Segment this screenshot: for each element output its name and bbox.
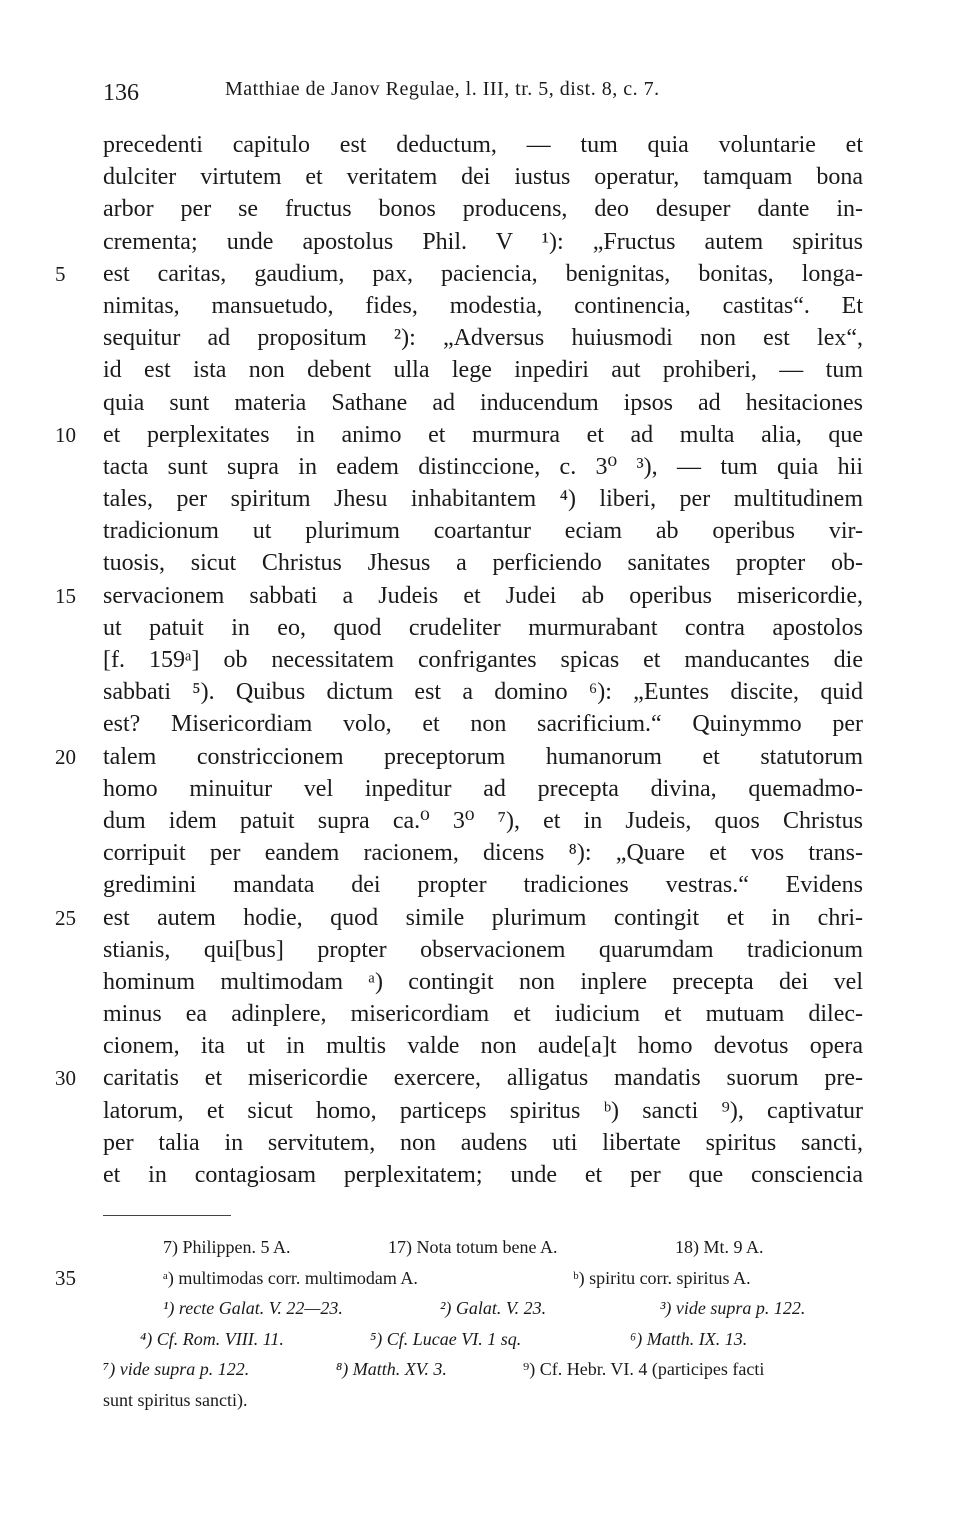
- text-line-content: id est ista non debent ulla lege inpediri aut prohiberi, — tum: [103, 357, 863, 384]
- footnote: ⁸) Matth. XV. 3.: [336, 1359, 447, 1379]
- text-line-content: latorum, et sicut homo, particeps spiritus ᵇ) sancti ⁹), captivatur: [103, 1097, 863, 1124]
- text-line: [103, 515, 863, 547]
- footnote-line: [103, 1324, 863, 1355]
- text-line: [55, 258, 863, 290]
- text-line-content: sabbati ⁵). Quibus dictum est a domino ⁶): „Euntes discite, quid: [103, 679, 863, 706]
- footnote-line: [103, 1354, 863, 1385]
- text-line: [103, 773, 863, 805]
- text-line: [55, 580, 863, 612]
- text-line-content: talem constriccionem preceptorum humanorum et statutorum: [103, 743, 863, 770]
- text-line: [103, 1159, 863, 1191]
- text-line: [103, 483, 863, 515]
- footnote: ¹) recte Galat. V. 22—23.: [163, 1298, 343, 1318]
- text-line-content: quia sunt materia Sathane ad inducendum ipsos ad hesitaciones: [103, 389, 863, 416]
- text-line-content: nimitas, mansuetudo, fides, modestia, continencia, castitas“. Et: [103, 292, 863, 319]
- footnote-line: [55, 1263, 863, 1294]
- footnote: ⁴) Cf. Rom. VIII. 11.: [140, 1328, 284, 1349]
- footnote: 17) Nota totum bene A.: [388, 1237, 558, 1257]
- footnote-separator: [103, 1215, 231, 1216]
- text-line-content: per talia in servitutem, non audens uti libertate spiritus sancti,: [103, 1129, 863, 1156]
- text-line-content: crementa; unde apostolus Phil. V ¹): „Fructus autem spiritus: [103, 228, 863, 255]
- text-line-content: tales, per spiritum Jhesu inhabitantem ⁴) liberi, per multitudinem: [103, 486, 863, 513]
- main-text: [55, 129, 863, 1191]
- text-line: [103, 290, 863, 322]
- text-line: [103, 387, 863, 419]
- text-line-content: caritatis et misericordie exercere, alligatus mandatis suorum pre-: [103, 1065, 863, 1092]
- text-line-content: est? Misericordiam volo, et non sacrificium.“ Quinymmo per: [103, 711, 863, 738]
- text-line-content: dum idem patuit supra ca.⁰ 3⁰ ⁷), et in Judeis, quos Christus: [103, 807, 863, 834]
- text-line: [103, 193, 863, 225]
- footnote: sunt spiritus sancti).: [103, 1389, 248, 1410]
- text-line-content: est caritas, gaudium, pax, paciencia, benignitas, bonitas, longa-: [103, 260, 863, 287]
- footnote: ²) Galat. V. 23.: [440, 1298, 547, 1318]
- text-line: [103, 708, 863, 740]
- text-line: [103, 1127, 863, 1159]
- text-line: [103, 966, 863, 998]
- page-header: [103, 72, 863, 112]
- text-line: [55, 902, 863, 934]
- text-line-content: cionem, ita ut in multis valde non aude[a]t homo devotus opera: [103, 1033, 863, 1060]
- text-line: [103, 837, 863, 869]
- text-line: [103, 612, 863, 644]
- text-line-content: hominum multimodam ᵃ) contingit non inplere precepta dei vel: [103, 968, 863, 995]
- text-line: [103, 1095, 863, 1127]
- text-line: [55, 1062, 863, 1094]
- footnote: ⁵) Cf. Lucae VI. 1 sq.: [370, 1328, 522, 1349]
- text-line-content: est autem hodie, quod simile plurimum contingit et in chri-: [103, 904, 863, 931]
- text-line: [103, 547, 863, 579]
- line-number: 20: [55, 744, 76, 769]
- line-number: 35: [55, 1265, 76, 1290]
- text-line-content: servacionem sabbati a Judeis et Judei ab operibus misericordie,: [103, 582, 863, 609]
- running-head: Matthiae de Janov Regulae, l. III, tr. 5, dist. 8, c. 7.: [225, 78, 660, 100]
- text-line-content: tradicionum ut plurimum coartantur eciam ab operibus vir-: [103, 518, 863, 545]
- text-line-content: [f. 159ᵃ] ob necessitatem confrigantes spicas et manducantes die: [103, 647, 863, 673]
- text-line-content: gredimini mandata dei propter tradiciones vestras.“ Evidens: [103, 872, 863, 899]
- line-number: 30: [55, 1066, 76, 1091]
- text-line-content: stianis, qui[bus] propter observacionem quarumdam tradicionum: [103, 936, 863, 963]
- footnote-line: [103, 1385, 863, 1416]
- text-line: [103, 161, 863, 193]
- text-line-content: arbor per se fructus bonos producens, deo desuper dante in-: [103, 196, 863, 223]
- text-line: [103, 354, 863, 386]
- text-line-content: tuosis, sicut Christus Jhesus a perficiendo sanitates propter ob-: [103, 550, 863, 577]
- text-line: [103, 676, 863, 708]
- footnote: ⁶) Matth. IX. 13.: [630, 1328, 748, 1349]
- text-line: [55, 419, 863, 451]
- footnote: ᵇ) spiritu corr. spiritus A.: [573, 1267, 751, 1288]
- text-line-content: dulciter virtutem et veritatem dei iustus operatur, tamquam bona: [103, 164, 863, 191]
- text-line-content: corripuit per eandem racionem, dicens ⁸): „Quare et vos trans-: [103, 840, 863, 867]
- text-line: [103, 129, 863, 161]
- text-line: [103, 805, 863, 837]
- footnote: ⁹) Cf. Hebr. VI. 4 (participes facti: [523, 1359, 765, 1379]
- footnote: ⁷) vide supra p. 122.: [103, 1359, 250, 1379]
- page-number: 136: [103, 80, 139, 106]
- footnote: ᵃ) multimodas corr. multimodam A.: [163, 1267, 418, 1288]
- text-line: [103, 644, 863, 676]
- text-line-content: precedenti capitulo est deductum, — tum quia voluntarie et: [103, 132, 863, 158]
- text-line: [103, 226, 863, 258]
- line-number: 5: [55, 261, 66, 286]
- text-line-content: sequitur ad propositum ²): „Adversus huiusmodi non est lex“,: [103, 325, 863, 352]
- footnote-line: [103, 1232, 863, 1263]
- text-line: [103, 322, 863, 354]
- footnote: ³) vide supra p. 122.: [660, 1298, 806, 1318]
- footnotes: [55, 1232, 863, 1415]
- footnote: 7) Philippen. 5 A.: [163, 1237, 291, 1257]
- line-number: 10: [55, 422, 76, 447]
- text-line: [103, 451, 863, 483]
- text-line-content: et in contagiosam perplexitatem; unde et per que consciencia: [103, 1162, 863, 1188]
- text-line-content: tacta sunt supra in eadem distinccione, c. 3⁰ ³), — tum quia hii: [103, 453, 863, 480]
- text-line: [55, 741, 863, 773]
- line-number: 25: [55, 905, 76, 930]
- text-line: [103, 998, 863, 1030]
- footnote: 18) Mt. 9 A.: [675, 1237, 764, 1257]
- text-line-content: et perplexitates in animo et murmura et ad multa alia, que: [103, 421, 863, 448]
- footnote-line: [103, 1293, 863, 1324]
- text-line: [103, 934, 863, 966]
- text-line: [103, 1030, 863, 1062]
- text-line-content: ut patuit in eo, quod crudeliter murmurabant contra apostolos: [103, 614, 863, 641]
- text-line-content: homo minuitur vel inpeditur ad precepta divina, quemadmo-: [103, 775, 863, 802]
- line-number: 15: [55, 583, 76, 608]
- text-line: [103, 869, 863, 901]
- text-line-content: minus ea adinplere, misericordiam et iudicium et mutuam dilec-: [103, 1001, 863, 1028]
